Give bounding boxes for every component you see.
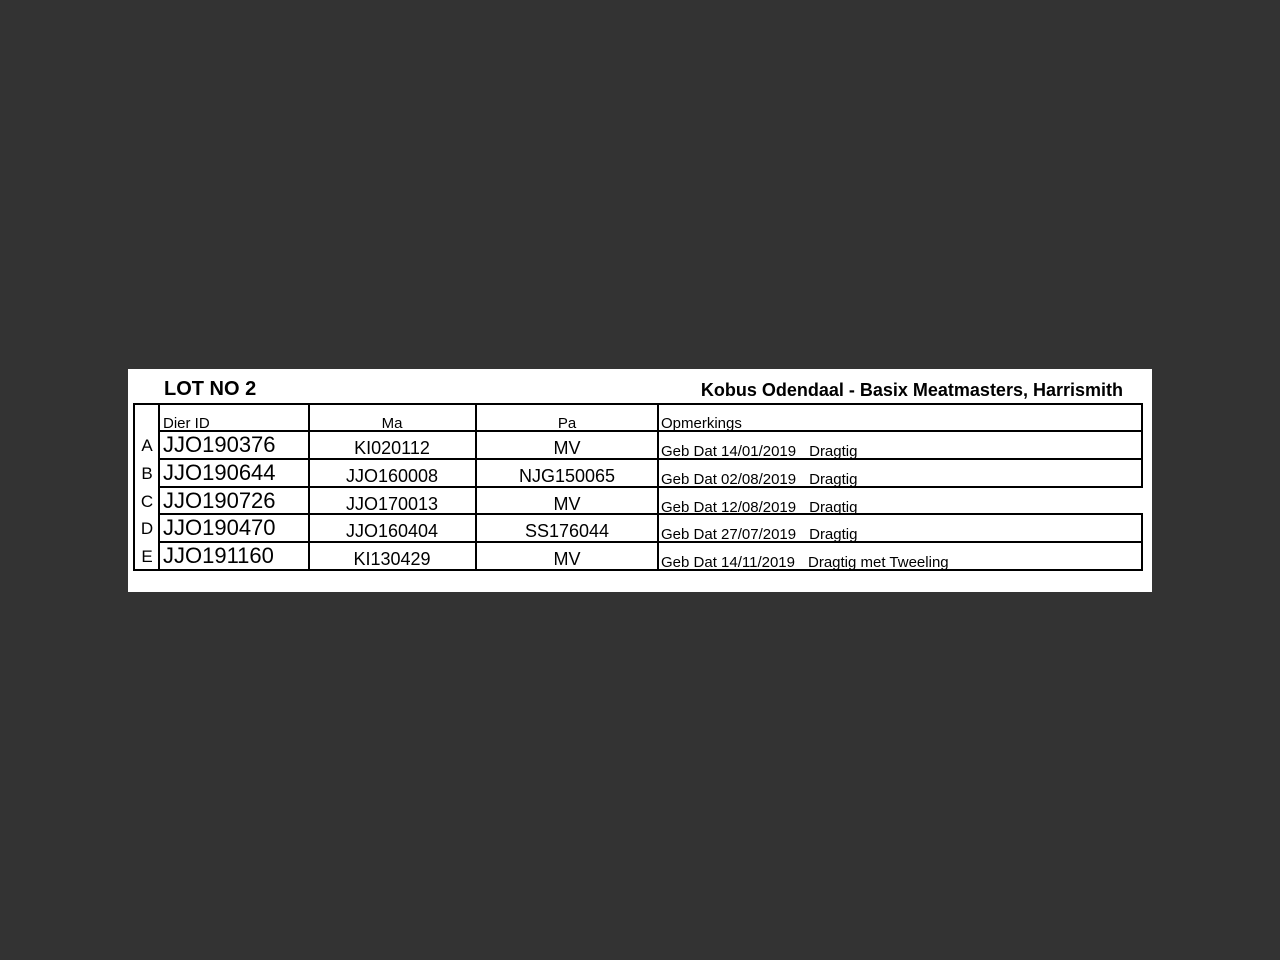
pregnancy-status: Dragtig (809, 470, 858, 488)
dier-id-cell: JJO190726 (163, 488, 276, 513)
ma-cell: JJO170013 (345, 493, 439, 514)
birth-date: Geb Dat 14/01/2019 (661, 442, 797, 460)
pa-cell: NJG150065 (518, 465, 616, 486)
row-letter: A (141, 436, 153, 455)
owner-name: Kobus Odendaal - Basix Meatmasters, Harrismith (700, 380, 1123, 400)
row-letter: C (140, 492, 154, 511)
pregnancy-status: Dragtig (809, 525, 858, 543)
row-letter: E (141, 547, 153, 566)
pa-cell: SS176044 (524, 520, 610, 541)
column-header-ma: Ma (381, 414, 403, 432)
row-letter: D (140, 519, 154, 538)
birth-date: Geb Dat 14/11/2019 (661, 553, 795, 571)
column-header-pa: Pa (557, 414, 577, 432)
row-letter: B (141, 464, 153, 483)
table-border-right (1141, 403, 1143, 487)
pa-cell: MV (553, 437, 581, 458)
dier-id-cell: JJO190376 (163, 432, 276, 457)
birth-date: Geb Dat 02/08/2019 (661, 470, 797, 488)
pa-cell: MV (553, 548, 581, 569)
pa-cell: MV (553, 493, 581, 514)
pregnancy-status: Dragtig (809, 498, 858, 516)
ma-cell: JJO160404 (345, 520, 439, 541)
dier-id-cell: JJO190644 (163, 460, 276, 485)
ma-cell: KI130429 (353, 548, 431, 569)
column-header-opmerkings: Opmerkings (661, 414, 742, 432)
birth-date: Geb Dat 12/08/2019 (661, 498, 797, 516)
dier-id-cell: JJO190470 (163, 515, 276, 540)
lot-sheet (128, 369, 1152, 592)
lot-table (133, 403, 1144, 571)
opmerkings-cell (661, 542, 1141, 576)
dier-id-cell: JJO191160 (163, 543, 274, 568)
ma-cell: KI020112 (354, 437, 430, 458)
birth-date: Geb Dat 27/07/2019 (661, 525, 797, 543)
lot-title: LOT NO 2 (164, 378, 257, 400)
pregnancy-status: Dragtig met Tweeling (808, 553, 949, 571)
ma-cell: JJO160008 (345, 465, 439, 486)
column-header-dier-id: Dier ID (163, 414, 210, 432)
pregnancy-status: Dragtig (809, 442, 858, 460)
